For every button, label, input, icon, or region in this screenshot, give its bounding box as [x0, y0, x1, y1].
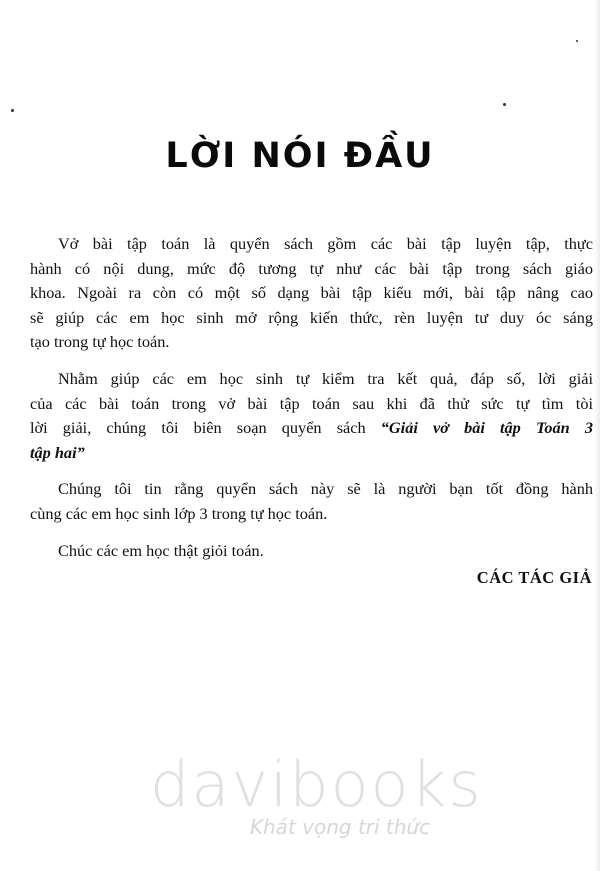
paragraph-4	[30, 539, 593, 564]
paragraph-3	[30, 477, 593, 526]
preface-body	[30, 232, 593, 575]
text-line: của các bài toán trong vở bài tập toán sau khi đã thử sức tự tìm tòi	[30, 393, 593, 413]
author-signature: CÁC TÁC GIẢ	[476, 568, 592, 587]
paragraph-1	[30, 232, 593, 355]
text-line: cùng các em học sinh lớp 3 trong tự học toán.	[30, 503, 328, 523]
text-line: Chúc các em học thật giỏi toán.	[58, 540, 264, 560]
text-line	[30, 416, 593, 441]
scan-speck	[503, 103, 506, 106]
text-line: Chúng tôi tin rằng quyển sách này sẽ là người bạn tốt đồng hành	[58, 479, 593, 499]
text-line: sẽ giúp các em học sinh mở rộng kiến thức, rèn luyện tư duy óc sáng	[30, 307, 593, 327]
paragraph-2	[30, 367, 593, 465]
text-line: khoa. Ngoài ra còn có một số dạng bài tập kiểu mới, bài tập nâng cao	[30, 283, 593, 303]
text-line: Vở bài tập toán là quyển sách gồm các bài tập luyện tập, thực	[58, 234, 593, 253]
book-title: “Giải vở bài tập Toán 3	[380, 418, 594, 438]
text-line: tạo trong tự học toán.	[30, 332, 170, 352]
scan-speck	[11, 109, 14, 112]
book-title-continued: tập hai”	[30, 442, 85, 462]
text-line: Nhằm giúp các em học sinh tự kiểm tra kết quả, đáp số, lời giải	[58, 368, 593, 388]
page-edge-shadow	[594, 0, 600, 871]
scan-speck	[576, 40, 578, 42]
text-line: hành có nội dung, mức độ tương tự như các bài tập trong sách giáo	[30, 258, 593, 278]
watermark-logo: davibooks	[150, 748, 483, 821]
page-title: LỜI NÓI ĐẦU	[165, 136, 435, 176]
text-fragment: lời giải, chúng tôi biên soạn quyển sách	[30, 418, 366, 438]
watermark-tagline: Khát vọng tri thức	[249, 815, 431, 839]
